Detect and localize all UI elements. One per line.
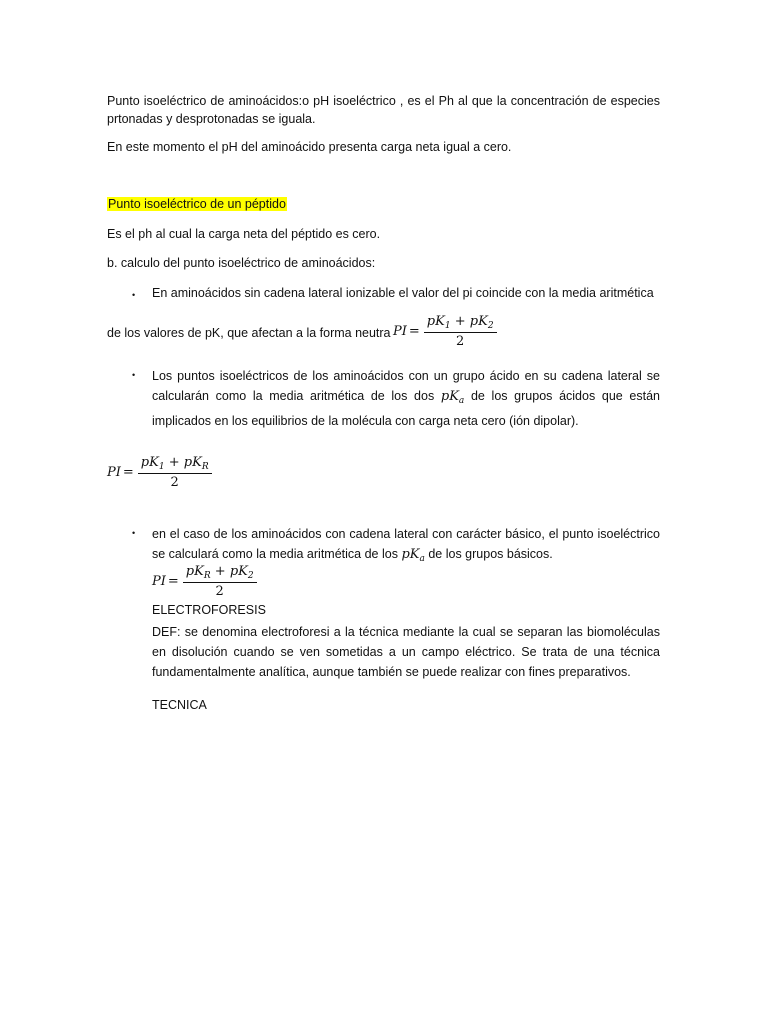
fraction: $\frac{pK_R + pK_2}{2}$ [183,564,257,599]
bullet-1-line-1: En aminoácidos sin cadena lateral ionizable el valor del pi coincide con la media aritmética [152,286,654,300]
formula-pi-acidic: PI = $\frac{pK_1 + pK_R}{2}$ [107,455,212,490]
section-title-electroforesis: ELECTROFORESIS [152,603,266,617]
paragraph-calculation-intro: b. calculo del punto isoeléctrico de aminoácidos: [107,256,376,270]
formula-pi-basic: PI = $\frac{pK_R + pK_2}{2}$ [152,564,257,599]
bullet-marker-1: • [132,290,136,300]
bullet-3-text: en el caso de los aminoácidos con cadena lateral con carácter básico, el punto isoeléctrico se calculará como la media aritmética de los $pK_a$ de los grupos básicos. [152,527,660,564]
paragraph-isoelectric-definition: Punto isoeléctrico de aminoácidos:o pH isoeléctrico , es el Ph al que la concentración de especies prtonadas y desprotonadas se iguala. [107,94,660,126]
electroforesis-definition: DEF: se denomina electroforesi a la técnica mediante la cual se separan las biomoléculas en disolución cuando se ven sometidas a un campo eléctrico. Se trata de una técnica fundamentalmente analítica, aunque también se puede realizar con fines preparativos. [152,625,660,679]
bullet-2-text: Los puntos isoeléctricos de los aminoácidos con un grupo ácido en su cadena lateral se calcularán como la media aritmética de los dos $pK_a$ de los grupos ácidos que están implicados en los equilibrios de la molécula con carga neta cero (ión dipolar). [152,369,660,428]
paragraph-net-charge: En este momento el pH del aminoácido presenta carga neta igual a cero. [107,140,512,154]
fraction: $\frac{pK_1 + pK_R}{2}$ [138,455,212,490]
pka-symbol: $pK_a$ [401,547,425,564]
paragraph-peptide-charge: Es el ph al cual la carga neta del péptido es cero. [107,227,381,241]
formula-pi-neutral: PI = $\frac{pK_1 + pK_2}{2}$ [393,314,497,349]
bullet-marker-3: • [132,528,136,538]
fraction: $\frac{pK_1 + pK_2}{2}$ [424,314,497,349]
highlighted-heading-text: Punto isoeléctrico de un péptido [108,197,286,211]
heading-peptide [107,197,287,211]
bullet-marker-2: • [132,370,136,380]
pka-symbol: $pK_a$ [440,389,465,406]
section-title-tecnica: TECNICA [152,698,207,712]
bullet-1-line-2: de los valores de pK, que afectan a la forma neutra [107,326,391,340]
